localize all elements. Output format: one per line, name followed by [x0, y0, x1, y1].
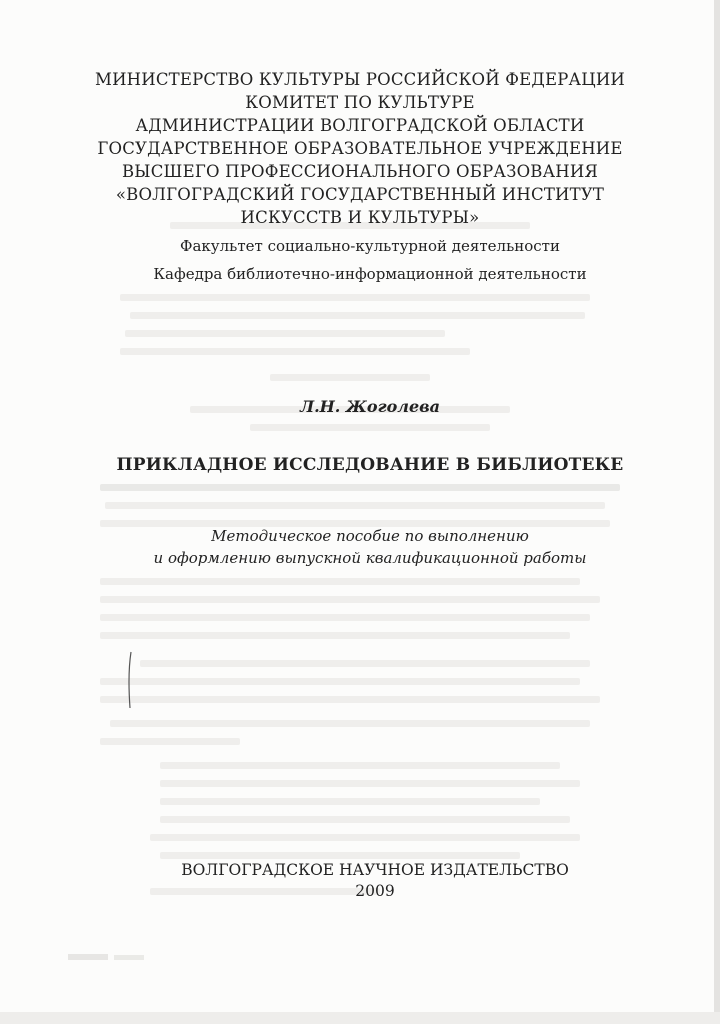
author-name: Л.Н. Жоголева — [299, 397, 441, 416]
subtitle-line-2: и оформлению выпускной квалификационной работы — [153, 549, 587, 567]
subtitle-line-1: Методическое пособие по выполнению — [211, 527, 529, 545]
stamp-smudge — [68, 950, 150, 964]
education-level-line: ВЫСШЕГО ПРОФЕССИОНАЛЬНОГО ОБРАЗОВАНИЯ — [121, 162, 599, 181]
administration-line: АДМИНИСТРАЦИИ ВОЛГОГРАДСКОЙ ОБЛАСТИ — [135, 116, 585, 135]
institute-name-line-1: «ВОЛГОГРАДСКИЙ ГОСУДАРСТВЕННЫЙ ИНСТИТУТ — [115, 185, 605, 204]
publisher-block — [0, 860, 720, 902]
faculty-block — [0, 236, 720, 284]
institution-type-line: ГОСУДАРСТВЕННОЕ ОБРАЗОВАТЕЛЬНОЕ УЧРЕЖДЕНИЕ — [97, 139, 623, 158]
publication-year: 2009 — [355, 882, 395, 900]
document-subtitle — [0, 525, 720, 569]
page-bottom-edge — [0, 1012, 720, 1024]
institution-header — [0, 68, 720, 229]
pen-mark — [125, 650, 135, 710]
institute-name-line-2: ИСКУССТВ И КУЛЬТУРЫ» — [240, 208, 480, 227]
document-title: ПРИКЛАДНОЕ ИССЛЕДОВАНИЕ В БИБЛИОТЕКЕ — [116, 455, 624, 475]
committee-line: КОМИТЕТ ПО КУЛЬТУРЕ — [245, 93, 475, 112]
ministry-line: МИНИСТЕРСТВО КУЛЬТУРЫ РОССИЙСКОЙ ФЕДЕРАЦИИ — [94, 70, 626, 89]
faculty-name: Факультет социально-культурной деятельности — [180, 237, 560, 255]
chair-name: Кафедра библиотечно-информационной деятельности — [153, 265, 587, 283]
publisher-name: ВОЛГОГРАДСКОЕ НАУЧНОЕ ИЗДАТЕЛЬСТВО — [181, 861, 569, 879]
